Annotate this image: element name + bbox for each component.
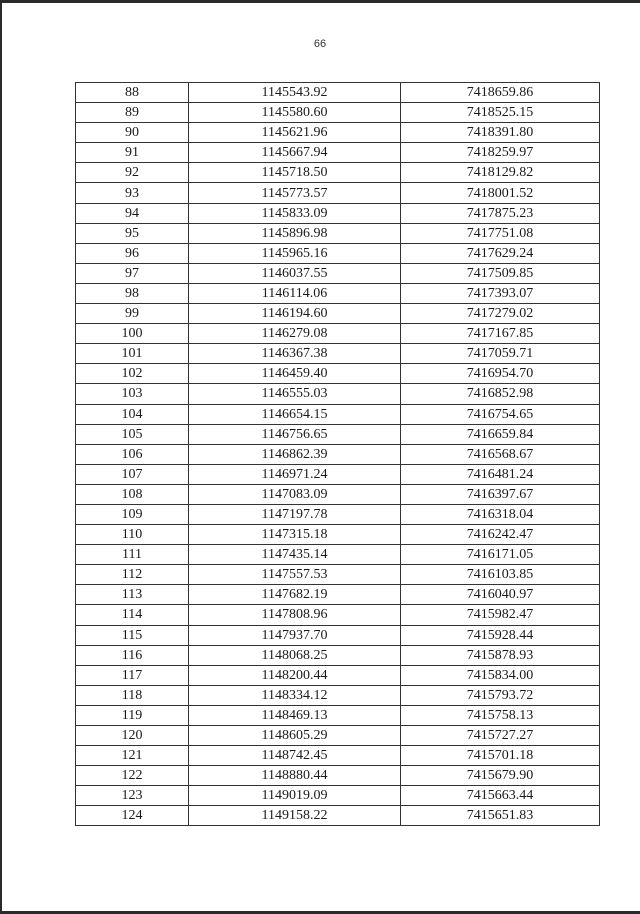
point-number-cell: 120 [76,726,189,746]
y-coordinate-cell: 7415727.27 [401,726,600,746]
x-coordinate-cell: 1148605.29 [189,726,401,746]
y-coordinate-cell: 7415758.13 [401,705,600,725]
point-number-cell: 110 [76,525,189,545]
table-row [76,263,600,283]
x-coordinate-cell: 1148742.45 [189,746,401,766]
point-number-cell: 117 [76,665,189,685]
x-coordinate-cell: 1147083.09 [189,484,401,504]
y-coordinate-cell: 7416568.67 [401,444,600,464]
table-row [76,243,600,263]
x-coordinate-cell: 1145773.57 [189,183,401,203]
y-coordinate-cell: 7417509.85 [401,263,600,283]
x-coordinate-cell: 1145580.60 [189,103,401,123]
point-number-cell: 124 [76,806,189,826]
table-row [76,163,600,183]
y-coordinate-cell: 7417875.23 [401,203,600,223]
x-coordinate-cell: 1146555.03 [189,384,401,404]
table-row [76,525,600,545]
x-coordinate-cell: 1145965.16 [189,243,401,263]
point-number-cell: 91 [76,143,189,163]
point-number-cell: 99 [76,304,189,324]
table-row [76,625,600,645]
table-row [76,283,600,303]
point-number-cell: 98 [76,283,189,303]
y-coordinate-cell: 7416242.47 [401,525,600,545]
x-coordinate-cell: 1145896.98 [189,223,401,243]
table-row [76,484,600,504]
table-row [76,685,600,705]
y-coordinate-cell: 7417751.08 [401,223,600,243]
x-coordinate-cell: 1147435.14 [189,545,401,565]
y-coordinate-cell: 7418391.80 [401,123,600,143]
point-number-cell: 96 [76,243,189,263]
table-row [76,384,600,404]
table-row [76,645,600,665]
table-row [76,585,600,605]
table-row [76,565,600,585]
point-number-cell: 116 [76,645,189,665]
x-coordinate-cell: 1145667.94 [189,143,401,163]
table-row [76,183,600,203]
x-coordinate-cell: 1146194.60 [189,304,401,324]
y-coordinate-cell: 7415679.90 [401,766,600,786]
y-coordinate-cell: 7416318.04 [401,504,600,524]
point-number-cell: 97 [76,263,189,283]
point-number-cell: 114 [76,605,189,625]
x-coordinate-cell: 1146756.65 [189,424,401,444]
point-number-cell: 90 [76,123,189,143]
table-row [76,665,600,685]
x-coordinate-cell: 1148200.44 [189,665,401,685]
point-number-cell: 111 [76,545,189,565]
x-coordinate-cell: 1145543.92 [189,83,401,103]
x-coordinate-cell: 1148068.25 [189,645,401,665]
table-row [76,223,600,243]
x-coordinate-cell: 1147682.19 [189,585,401,605]
y-coordinate-cell: 7416954.70 [401,364,600,384]
point-number-cell: 101 [76,344,189,364]
point-number-cell: 121 [76,746,189,766]
x-coordinate-cell: 1146654.15 [189,404,401,424]
table-row [76,806,600,826]
x-coordinate-cell: 1147808.96 [189,605,401,625]
point-number-cell: 100 [76,324,189,344]
x-coordinate-cell: 1146037.55 [189,263,401,283]
table-row [76,605,600,625]
x-coordinate-cell: 1147937.70 [189,625,401,645]
point-number-cell: 94 [76,203,189,223]
x-coordinate-cell: 1147197.78 [189,504,401,524]
y-coordinate-cell: 7416481.24 [401,464,600,484]
x-coordinate-cell: 1147557.53 [189,565,401,585]
table-row [76,786,600,806]
point-number-cell: 109 [76,504,189,524]
page-number: 66 [313,38,327,50]
point-number-cell: 105 [76,424,189,444]
table-row [76,464,600,484]
y-coordinate-cell: 7415982.47 [401,605,600,625]
point-number-cell: 123 [76,786,189,806]
table-row [76,746,600,766]
coordinates-table [75,82,600,826]
x-coordinate-cell: 1148469.13 [189,705,401,725]
point-number-cell: 122 [76,766,189,786]
x-coordinate-cell: 1146367.38 [189,344,401,364]
table-row [76,766,600,786]
x-coordinate-cell: 1146971.24 [189,464,401,484]
x-coordinate-cell: 1145621.96 [189,123,401,143]
x-coordinate-cell: 1149019.09 [189,786,401,806]
point-number-cell: 95 [76,223,189,243]
coordinates-table-body [76,83,600,826]
x-coordinate-cell: 1147315.18 [189,525,401,545]
y-coordinate-cell: 7418129.82 [401,163,600,183]
point-number-cell: 88 [76,83,189,103]
y-coordinate-cell: 7416397.67 [401,484,600,504]
point-number-cell: 93 [76,183,189,203]
y-coordinate-cell: 7416852.98 [401,384,600,404]
point-number-cell: 102 [76,364,189,384]
y-coordinate-cell: 7418659.86 [401,83,600,103]
y-coordinate-cell: 7415651.83 [401,806,600,826]
x-coordinate-cell: 1145833.09 [189,203,401,223]
table-row [76,143,600,163]
y-coordinate-cell: 7418259.97 [401,143,600,163]
table-row [76,103,600,123]
point-number-cell: 107 [76,464,189,484]
y-coordinate-cell: 7416040.97 [401,585,600,605]
y-coordinate-cell: 7415928.44 [401,625,600,645]
x-coordinate-cell: 1149158.22 [189,806,401,826]
y-coordinate-cell: 7417393.07 [401,283,600,303]
x-coordinate-cell: 1148334.12 [189,685,401,705]
point-number-cell: 103 [76,384,189,404]
y-coordinate-cell: 7417059.71 [401,344,600,364]
y-coordinate-cell: 7416754.65 [401,404,600,424]
y-coordinate-cell: 7418001.52 [401,183,600,203]
y-coordinate-cell: 7415701.18 [401,746,600,766]
table-row [76,344,600,364]
point-number-cell: 92 [76,163,189,183]
table-row [76,424,600,444]
y-coordinate-cell: 7416171.05 [401,545,600,565]
x-coordinate-cell: 1148880.44 [189,766,401,786]
y-coordinate-cell: 7415834.00 [401,665,600,685]
point-number-cell: 89 [76,103,189,123]
point-number-cell: 113 [76,585,189,605]
table-row [76,324,600,344]
point-number-cell: 106 [76,444,189,464]
y-coordinate-cell: 7415878.93 [401,645,600,665]
point-number-cell: 104 [76,404,189,424]
table-row [76,364,600,384]
point-number-cell: 108 [76,484,189,504]
table-row [76,726,600,746]
table-row [76,123,600,143]
x-coordinate-cell: 1146114.06 [189,283,401,303]
table-row [76,545,600,565]
x-coordinate-cell: 1145718.50 [189,163,401,183]
table-row [76,203,600,223]
y-coordinate-cell: 7416103.85 [401,565,600,585]
y-coordinate-cell: 7417167.85 [401,324,600,344]
point-number-cell: 112 [76,565,189,585]
y-coordinate-cell: 7415793.72 [401,685,600,705]
point-number-cell: 118 [76,685,189,705]
table-row [76,504,600,524]
y-coordinate-cell: 7417629.24 [401,243,600,263]
table-row [76,705,600,725]
y-coordinate-cell: 7418525.15 [401,103,600,123]
x-coordinate-cell: 1146862.39 [189,444,401,464]
table-row [76,83,600,103]
point-number-cell: 119 [76,705,189,725]
point-number-cell: 115 [76,625,189,645]
x-coordinate-cell: 1146459.40 [189,364,401,384]
table-row [76,404,600,424]
y-coordinate-cell: 7416659.84 [401,424,600,444]
x-coordinate-cell: 1146279.08 [189,324,401,344]
table-row [76,304,600,324]
table-row [76,444,600,464]
y-coordinate-cell: 7415663.44 [401,786,600,806]
y-coordinate-cell: 7417279.02 [401,304,600,324]
